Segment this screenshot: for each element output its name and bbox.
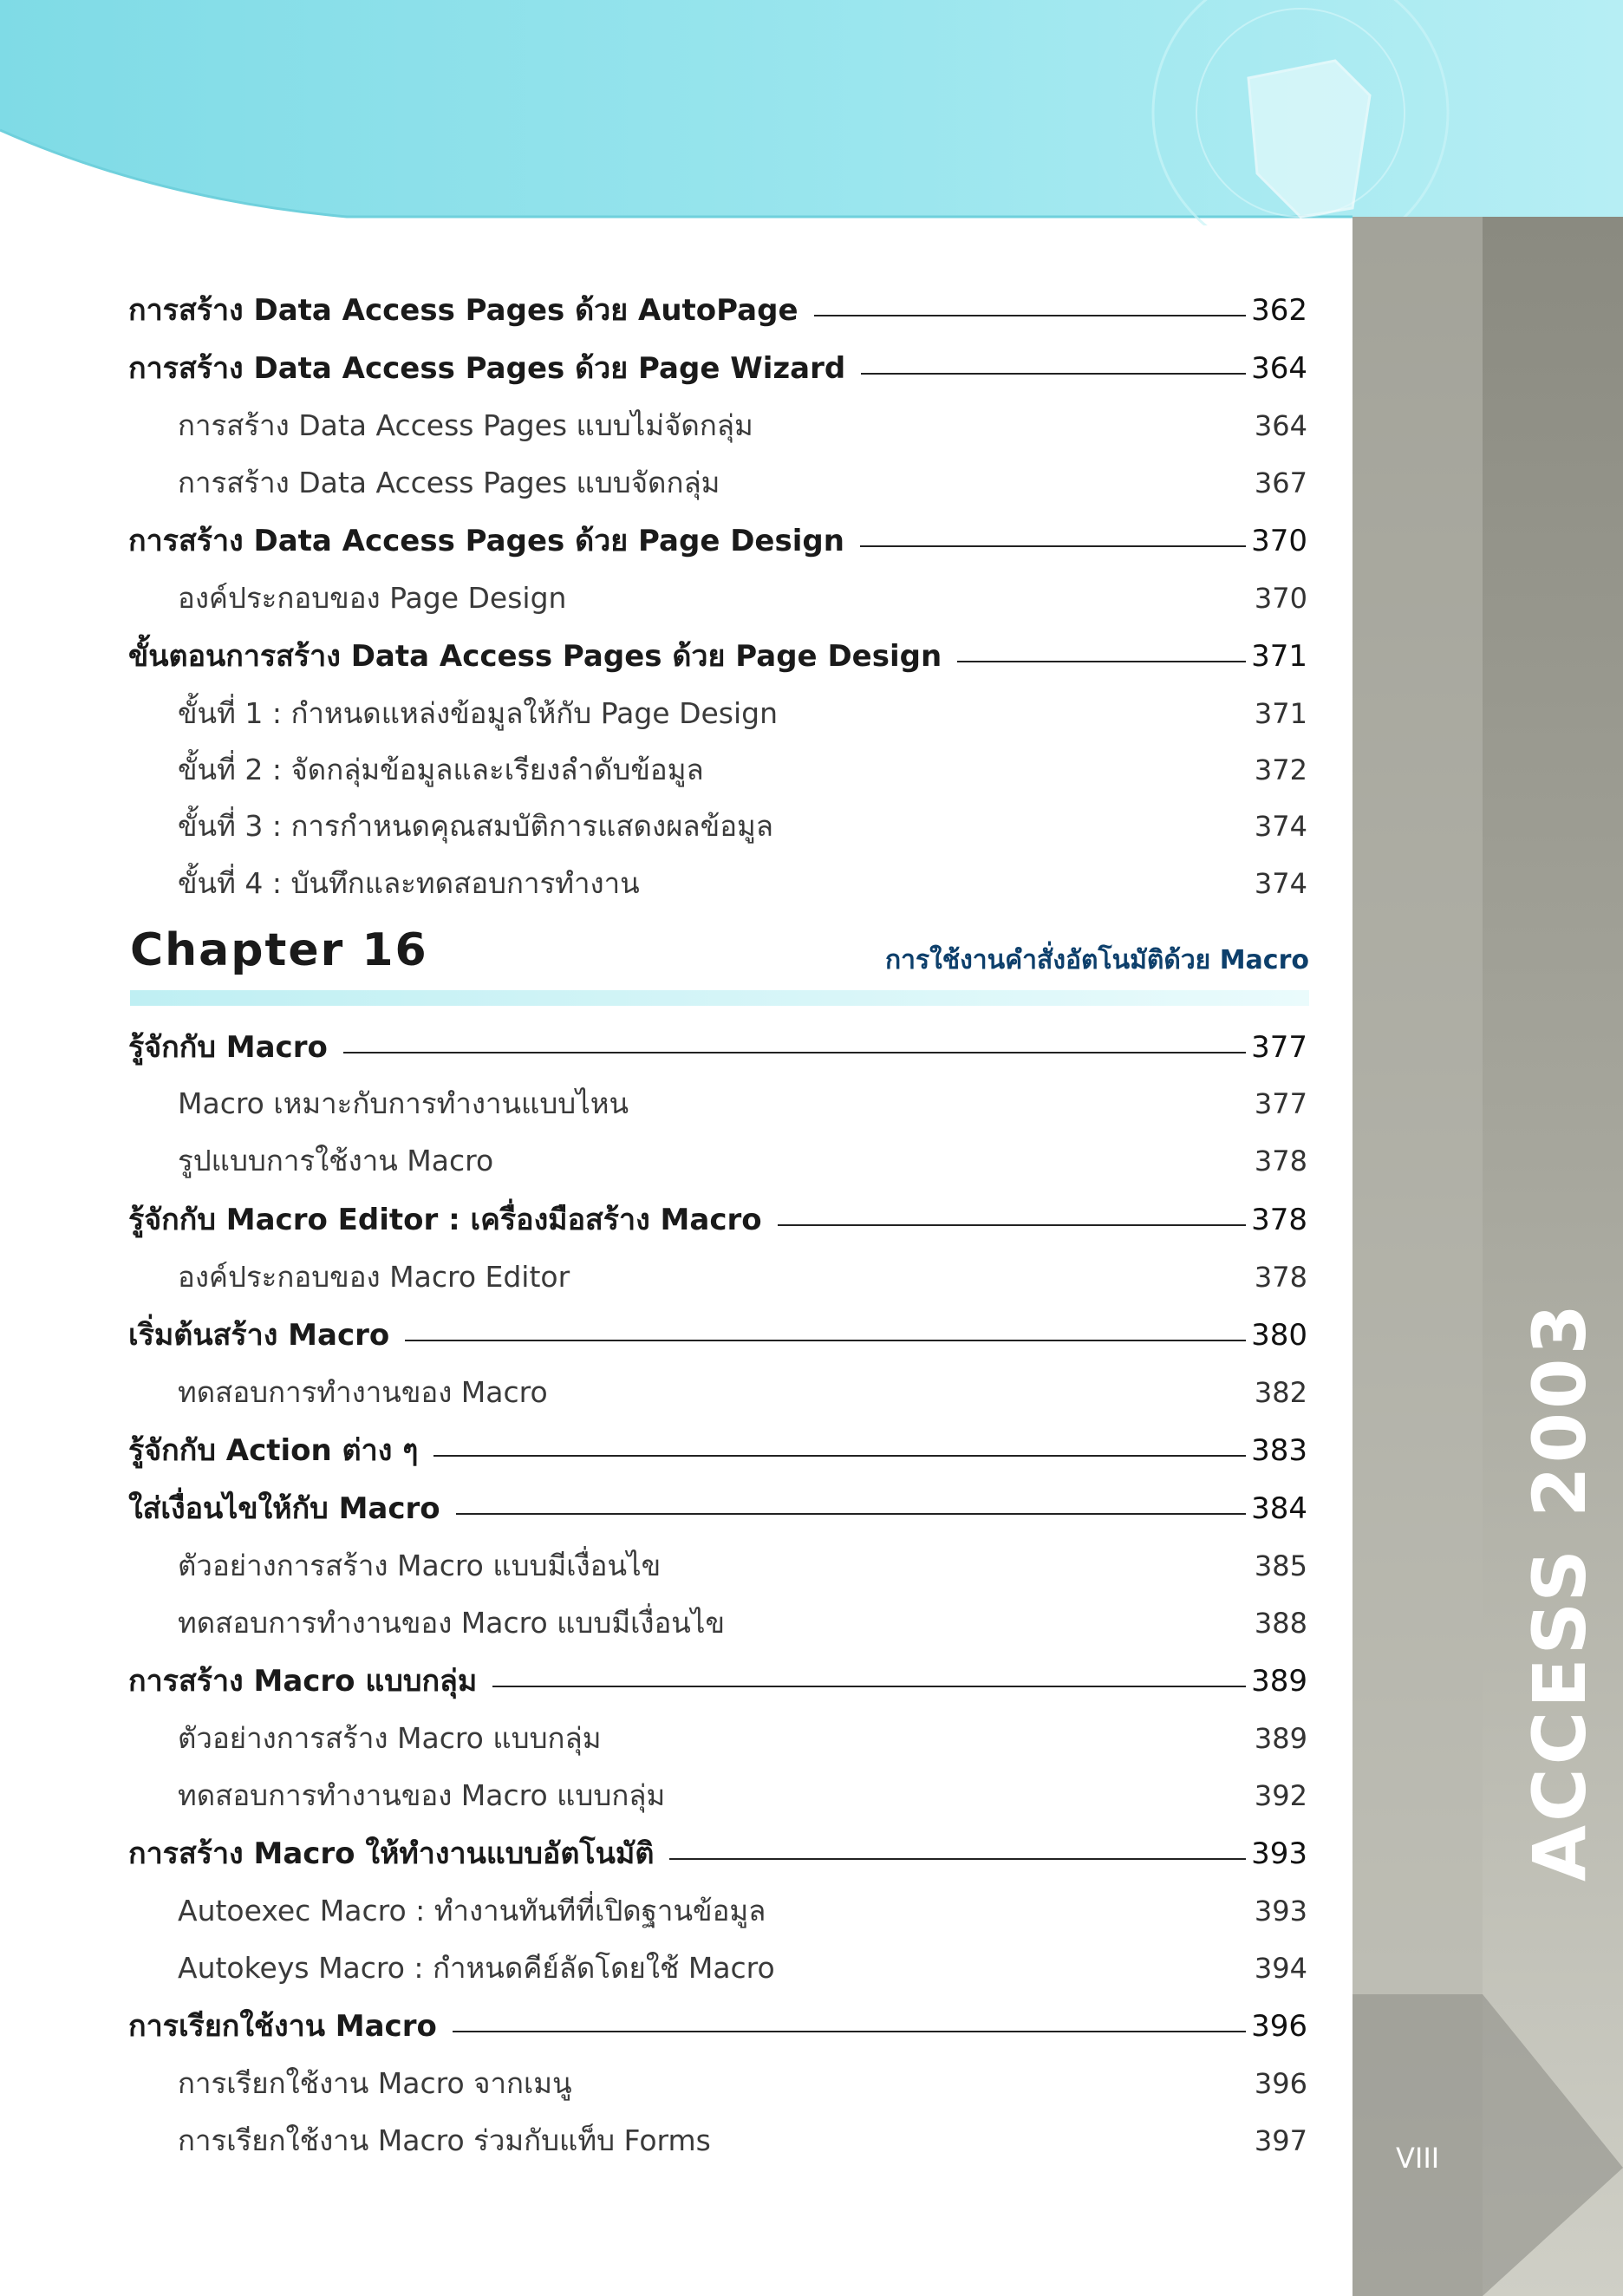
toc-subentry[interactable] bbox=[178, 2060, 1307, 2106]
toc-subentry-title: ทดสอบการทำงานของ Macro แบบมีเงื่อนไข bbox=[178, 1606, 725, 1640]
toc-subentry-title: การเรียกใช้งาน Macro ร่วมกับแท็บ Forms bbox=[178, 2123, 711, 2157]
dot-leader bbox=[860, 545, 1246, 547]
toc-entry-page: 371 bbox=[1251, 639, 1307, 674]
toc-subentry-page: 377 bbox=[1254, 1087, 1307, 1120]
toc-subentry-title: Macro เหมาะกับการทำงานแบบไหน bbox=[178, 1086, 629, 1120]
toc-subentry-page: 382 bbox=[1254, 1376, 1307, 1409]
toc-entry[interactable] bbox=[128, 1484, 1307, 1531]
toc-entry-page: 384 bbox=[1251, 1491, 1307, 1526]
dot-leader bbox=[814, 315, 1247, 316]
toc-entry[interactable] bbox=[128, 2002, 1307, 2049]
dot-leader bbox=[861, 373, 1246, 375]
toc-entry[interactable] bbox=[128, 1023, 1307, 1070]
dot-leader bbox=[433, 1455, 1246, 1457]
toc-entry-title: ใส่เงื่อนไขให้กับ Macro bbox=[128, 1491, 440, 1526]
toc-subentry-page: 372 bbox=[1254, 753, 1307, 786]
toc-subentry[interactable] bbox=[178, 803, 1307, 849]
toc-subentry-page: 392 bbox=[1254, 1779, 1307, 1812]
toc-entry[interactable] bbox=[128, 286, 1307, 333]
toc-subentry-title: ขั้นที่ 2 : จัดกลุ่มข้อมูลและเรียงลำดับข้อมูล bbox=[178, 753, 704, 786]
toc-entry-page: 362 bbox=[1251, 293, 1307, 328]
chapter-heading bbox=[130, 924, 1309, 976]
toc-entry-title: การเรียกใช้งาน Macro bbox=[128, 2009, 437, 2044]
toc-subentry[interactable] bbox=[178, 460, 1307, 506]
toc-subentry-title: ตัวอย่างการสร้าง Macro แบบมีเงื่อนไข bbox=[178, 1549, 662, 1582]
toc-subentry-page: 393 bbox=[1254, 1895, 1307, 1927]
toc-entry-title: การสร้าง Data Access Pages ด้วย Page Design bbox=[128, 524, 844, 558]
toc-entry-title: การสร้าง Data Access Pages ด้วย AutoPage bbox=[128, 293, 798, 328]
toc-subentry-page: 385 bbox=[1254, 1549, 1307, 1582]
toc-entry-title: เริ่มต้นสร้าง Macro bbox=[128, 1318, 390, 1353]
toc-subentry-title: ขั้นที่ 1 : กำหนดแหล่งข้อมูลให้กับ Page Design bbox=[178, 696, 779, 730]
dot-leader bbox=[957, 661, 1246, 662]
toc-subentry[interactable] bbox=[178, 1080, 1307, 1126]
toc-subentry[interactable] bbox=[178, 575, 1307, 621]
toc-entry-page: 380 bbox=[1251, 1318, 1307, 1353]
toc-subentry[interactable] bbox=[178, 1254, 1307, 1300]
toc-subentry-page: 394 bbox=[1254, 1952, 1307, 1985]
toc-subentry-title: ทดสอบการทำงานของ Macro แบบกลุ่ม bbox=[178, 1778, 666, 1812]
toc-subentry[interactable] bbox=[178, 1543, 1307, 1588]
toc-entry-title: การสร้าง Data Access Pages ด้วย Page Wizard bbox=[128, 351, 846, 386]
toc-subentry-title: องค์ประกอบของ Macro Editor bbox=[178, 1260, 570, 1294]
toc-subentry-page: 378 bbox=[1254, 1261, 1307, 1294]
toc-subentry-title: การเรียกใช้งาน Macro จากเมนู bbox=[178, 2066, 572, 2100]
toc-subentry-title: รูปแบบการใช้งาน Macro bbox=[178, 1144, 494, 1177]
chapter-label: Chapter 16 bbox=[130, 924, 428, 976]
toc-subentry[interactable] bbox=[178, 1772, 1307, 1818]
toc-subentry-title: Autokeys Macro : กำหนดคีย์ลัดโดยใช้ Macro bbox=[178, 1951, 775, 1985]
toc-subentry[interactable] bbox=[178, 1715, 1307, 1761]
toc-entry-page: 389 bbox=[1251, 1664, 1307, 1699]
toc-subentry-page: 388 bbox=[1254, 1607, 1307, 1640]
toc-entry-page: 370 bbox=[1251, 524, 1307, 558]
dot-leader bbox=[456, 1513, 1246, 1515]
toc-entry-page: 378 bbox=[1251, 1203, 1307, 1237]
dot-leader bbox=[453, 2031, 1246, 2032]
toc-subentry-page: 364 bbox=[1254, 409, 1307, 442]
toc-entry[interactable] bbox=[128, 1196, 1307, 1243]
toc-subentry[interactable] bbox=[178, 1138, 1307, 1184]
toc-entry[interactable] bbox=[128, 1311, 1307, 1358]
toc-entry-page: 396 bbox=[1251, 2009, 1307, 2044]
chapter-underline-bar bbox=[130, 990, 1309, 1006]
toc-subentry[interactable] bbox=[178, 690, 1307, 736]
toc-subentry[interactable] bbox=[178, 1888, 1307, 1934]
toc-subentry[interactable] bbox=[178, 2117, 1307, 2163]
toc-subentry-title: ขั้นที่ 4 : บันทึกและทดสอบการทำงาน bbox=[178, 866, 640, 900]
toc-subentry[interactable] bbox=[178, 1600, 1307, 1646]
toc-subentry-page: 374 bbox=[1254, 810, 1307, 843]
toc-subentry-page: 367 bbox=[1254, 466, 1307, 499]
toc-entry-title: ขั้นตอนการสร้าง Data Access Pages ด้วย Page Design bbox=[128, 639, 942, 674]
page-number: VIII bbox=[1396, 2142, 1440, 2175]
toc-subentry-title: การสร้าง Data Access Pages แบบจัดกลุ่ม bbox=[178, 466, 720, 499]
toc-subentry-page: 374 bbox=[1254, 867, 1307, 900]
toc-subentry[interactable] bbox=[178, 1945, 1307, 1991]
toc-entry-title: การสร้าง Macro แบบกลุ่ม bbox=[128, 1664, 478, 1699]
toc-subentry-title: ขั้นที่ 3 : การกำหนดคุณสมบัติการแสดงผลข้อมูล bbox=[178, 809, 774, 843]
toc-subentry[interactable] bbox=[178, 747, 1307, 793]
toc-entry[interactable] bbox=[128, 632, 1307, 679]
dot-leader bbox=[778, 1224, 1246, 1226]
toc-subentry-page: 397 bbox=[1254, 2124, 1307, 2157]
toc-entry[interactable] bbox=[128, 1657, 1307, 1704]
toc-subentry-title: องค์ประกอบของ Page Design bbox=[178, 581, 567, 615]
toc-entry-title: รู้จักกับ Action ต่าง ๆ bbox=[128, 1433, 419, 1468]
toc-subentry-page: 378 bbox=[1254, 1145, 1307, 1177]
chapter-subtitle: การใช้งานคำสั่งอัตโนมัติด้วย Macro bbox=[884, 945, 1309, 975]
toc-subentry[interactable] bbox=[178, 1369, 1307, 1415]
toc-subentry-title: ทดสอบการทำงานของ Macro bbox=[178, 1375, 548, 1409]
toc-subentry-title: Autoexec Macro : ทำงานทันทีที่เปิดฐานข้อมูล bbox=[178, 1894, 766, 1927]
dot-leader bbox=[669, 1858, 1246, 1860]
toc-subentry[interactable] bbox=[178, 860, 1307, 906]
toc-entry-title: รู้จักกับ Macro bbox=[128, 1030, 328, 1065]
toc-subentry-page: 371 bbox=[1254, 697, 1307, 730]
dot-leader bbox=[405, 1340, 1246, 1341]
toc-entry-page: 377 bbox=[1251, 1030, 1307, 1065]
toc-entry[interactable] bbox=[128, 344, 1307, 391]
toc-entry-page: 393 bbox=[1251, 1836, 1307, 1871]
dot-leader bbox=[343, 1052, 1246, 1053]
toc-subentry-title: การสร้าง Data Access Pages แบบไม่จัดกลุ่ม bbox=[178, 408, 753, 442]
side-band bbox=[1352, 217, 1623, 2296]
toc-entry-page: 364 bbox=[1251, 351, 1307, 386]
dot-leader bbox=[492, 1686, 1246, 1687]
toc-entry-page: 383 bbox=[1251, 1433, 1307, 1468]
side-title: ACCESS 2003 bbox=[1517, 1301, 1602, 1882]
toc-entry-title: การสร้าง Macro ให้ทำงานแบบอัตโนมัติ bbox=[128, 1836, 655, 1871]
toc-entry[interactable] bbox=[128, 517, 1307, 564]
toc-entry[interactable] bbox=[128, 1426, 1307, 1473]
toc-subentry-title: ตัวอย่างการสร้าง Macro แบบกลุ่ม bbox=[178, 1721, 602, 1755]
toc-entry-title: รู้จักกับ Macro Editor : เครื่องมือสร้าง Macro bbox=[128, 1203, 762, 1237]
toc-subentry-page: 370 bbox=[1254, 582, 1307, 615]
toc-subentry-page: 389 bbox=[1254, 1722, 1307, 1755]
toc-entry[interactable] bbox=[128, 1830, 1307, 1876]
toc-subentry-page: 396 bbox=[1254, 2067, 1307, 2100]
toc-subentry[interactable] bbox=[178, 402, 1307, 448]
